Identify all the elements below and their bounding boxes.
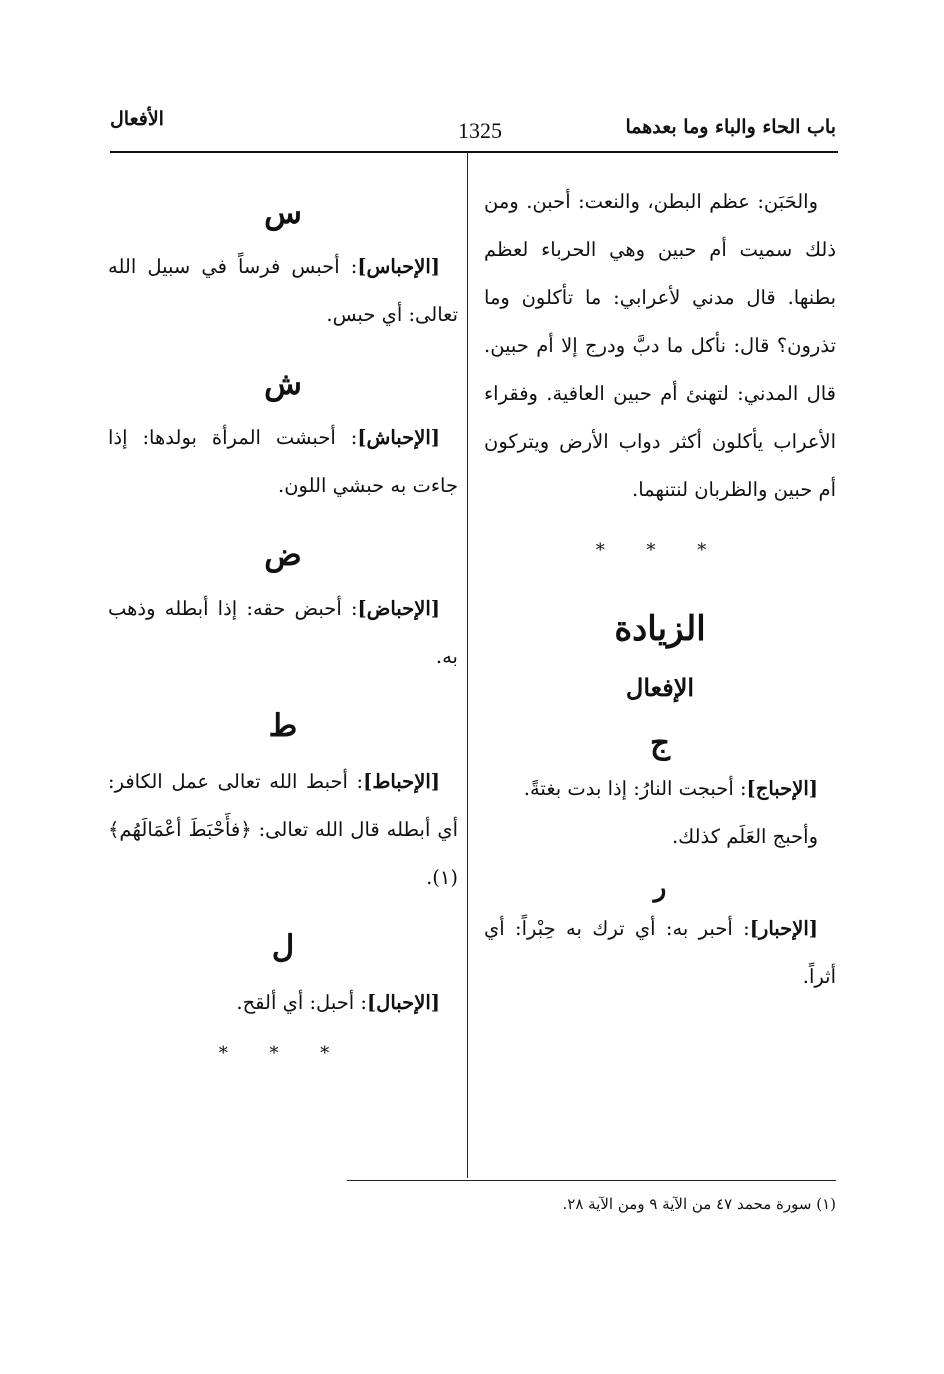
header-section-title: الأفعال [110, 108, 164, 130]
entry-term: [الإحبار] [749, 917, 818, 940]
section-stars: * * * [218, 1043, 348, 1064]
text-line: وأحبج العَلَم كذلك. [671, 825, 818, 848]
entry-habn [484, 178, 836, 514]
entry-term: [الإحباش] [357, 426, 440, 449]
page-header [110, 108, 836, 148]
entry-ihbal [108, 979, 458, 1027]
text-line: ومن ذلك سميت أم حبين وهي الحرباء [484, 190, 836, 261]
text-line: أي أثراً. [484, 917, 836, 988]
text-line: : أحبجت النارُ: إذا بدت [567, 777, 747, 800]
entry-ihbas [108, 243, 458, 339]
section-stars: * * * [595, 540, 725, 561]
letter-heading-dad: ض [264, 537, 302, 573]
text-line: ودرج إلا أم حبين. قال المدني: لتهنئ أم [484, 334, 837, 405]
letter-heading-jim: ج [649, 725, 670, 761]
letter-heading-sin: س [264, 195, 302, 231]
entry-ihbad [108, 585, 458, 681]
text-line: تعالى: أي حبس. [326, 303, 458, 326]
letter-heading-lam: ل [271, 929, 295, 965]
text-line: : أحبر به: أي ترك به حِبْراً: [515, 917, 750, 940]
entry-term: [الإحباض] [357, 597, 440, 620]
header-rule [110, 151, 838, 153]
section-subtitle: الإفعال [625, 673, 695, 702]
text-line: لنتنهما. [632, 478, 689, 501]
entry-term: [الإحبال] [366, 991, 440, 1014]
footnote-rule [347, 1180, 836, 1181]
letter-heading-ta: ط [268, 708, 298, 744]
text-line: والحَبَن: عظم البطن، والنعت: أحبن. [526, 190, 818, 213]
text-line: لعظم بطنها. قال مدني لأعرابي: ما [484, 238, 837, 309]
entry-term: [الإحباط] [363, 770, 440, 793]
text-line: : أحبض حقه: إذا أبطله [164, 597, 358, 620]
section-title: الزيادة [614, 609, 706, 649]
text-line: بغتةً. [523, 777, 562, 800]
entry-ihbaj [484, 765, 836, 813]
letter-heading-ra: ر [653, 873, 667, 903]
text-line: حبين العافية. وفقراء الأعراب يأكلون أكثر [484, 382, 837, 453]
text-line: دواب الأرض ويتركون أم حبين والظربان [484, 430, 836, 501]
text-line: جاءت به حبشي اللون. [278, 474, 458, 497]
right-column [484, 178, 836, 1001]
page-number: 1325 [458, 118, 502, 143]
text-line: : أحبل: أي ألقح. [236, 991, 367, 1014]
letter-heading-shin: ش [264, 366, 302, 402]
header-chapter-title: باب الحاء والباء وما بعدهما [625, 116, 836, 138]
entry-term: [الإحباس] [357, 255, 440, 278]
text-line: وذهب به. [108, 597, 458, 668]
text-line: أعْمَالَهُم﴾(١). [108, 818, 458, 889]
text-line: : أحبشت المرأة بولدها: إذا [108, 426, 358, 449]
column-divider [467, 152, 468, 1178]
entry-ihbash [108, 414, 458, 510]
left-column [108, 178, 458, 1063]
entry-term: [الإحباج] [746, 777, 818, 800]
entry-ihbat [108, 758, 458, 902]
text-line: : أحبط الله تعالى عمل [171, 770, 364, 793]
text-line: : أحبس فرساً في سبيل الله [108, 255, 358, 278]
footnote: (١) سورة محمد ٤٧ من الآية ٩ ومن الآية ٢٨. [562, 1195, 836, 1213]
text-line: تأكلون وما تذرون؟ قال: نأكل ما دبَّ [484, 286, 836, 357]
text-line: الكافر: أي أبطله قال الله تعالى: ﴿فأَحْبَطَ [108, 770, 458, 841]
entry-ahbaj-alalam [484, 813, 836, 861]
entry-ihbar [484, 905, 836, 1001]
